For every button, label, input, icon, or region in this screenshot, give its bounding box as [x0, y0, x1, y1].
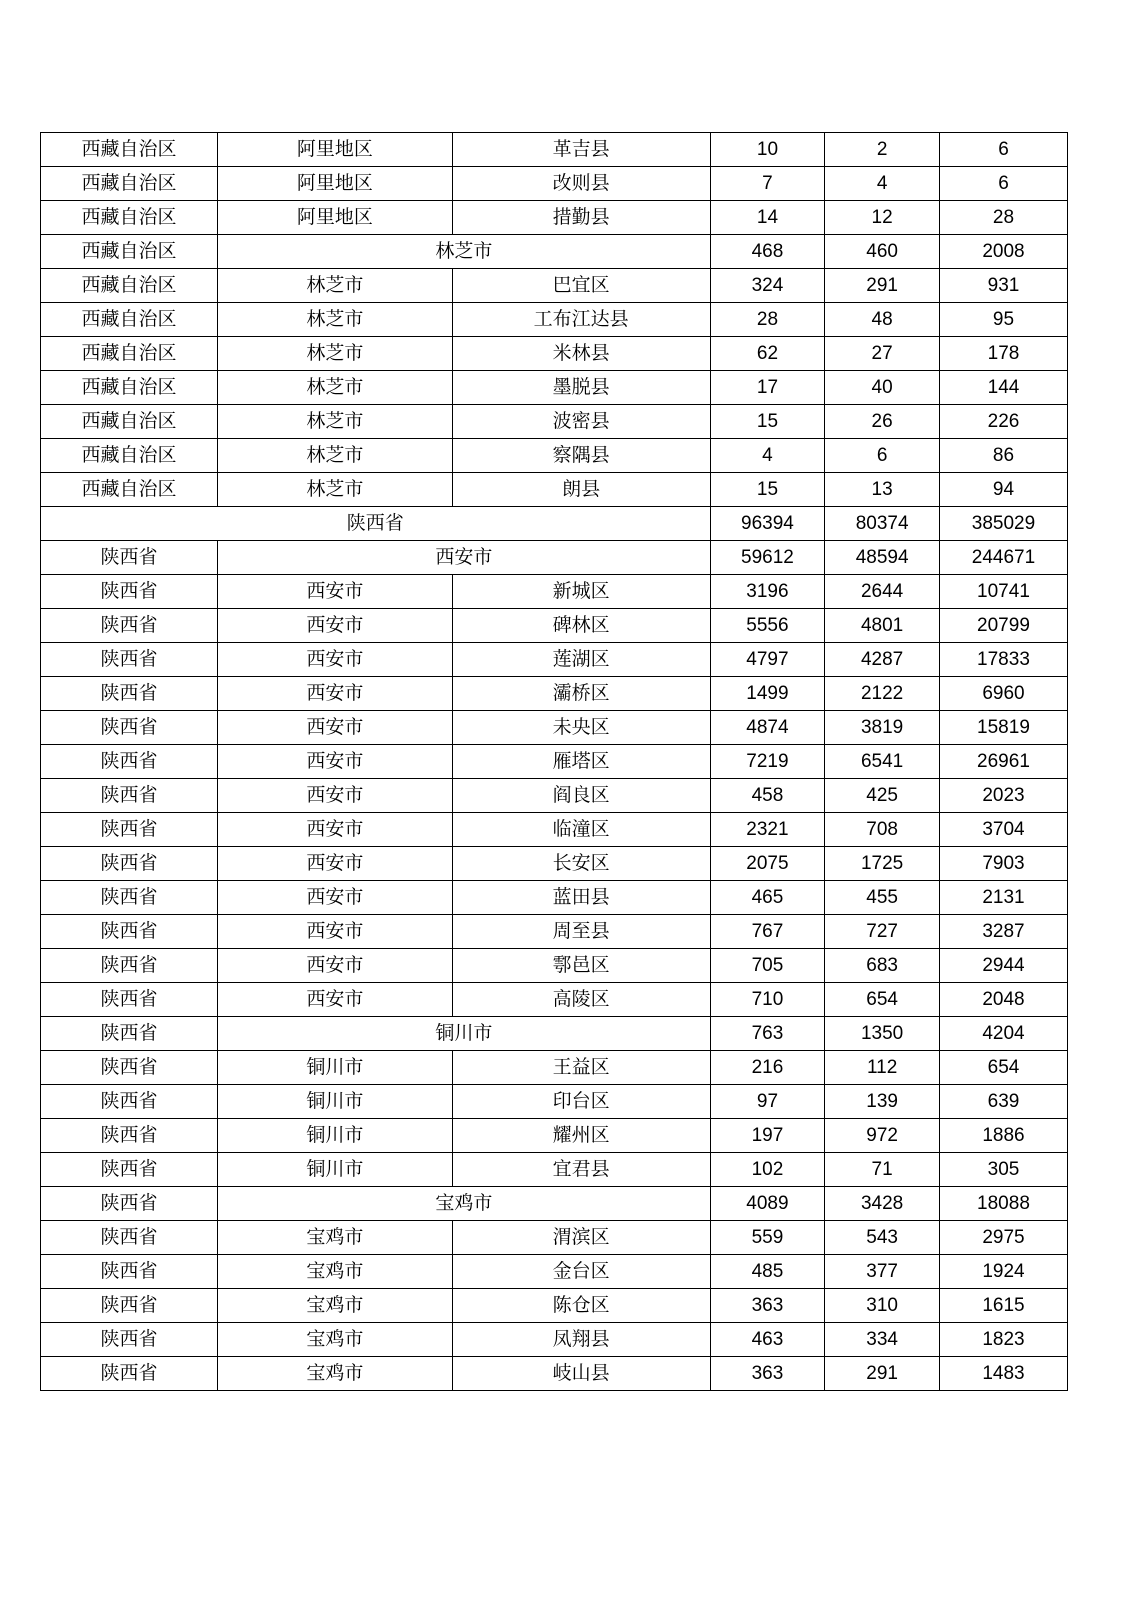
table-row: [41, 303, 1068, 337]
city-cell: 林芝市: [218, 439, 452, 473]
province-cell: 西藏自治区: [41, 167, 218, 201]
value-cell-1: 96394: [710, 507, 825, 541]
city-cell: 西安市: [218, 609, 452, 643]
city-cell: 阿里地区: [218, 133, 452, 167]
province-cell: 陕西省: [41, 983, 218, 1017]
county-cell: 碑林区: [452, 609, 710, 643]
value-cell-2: 12: [825, 201, 940, 235]
value-cell-1: 14: [710, 201, 825, 235]
county-cell: 临潼区: [452, 813, 710, 847]
province-cell: 陕西省: [41, 1221, 218, 1255]
city-cell: 林芝市: [218, 371, 452, 405]
value-cell-2: 708: [825, 813, 940, 847]
value-cell-3: 3287: [939, 915, 1067, 949]
value-cell-3: 4204: [939, 1017, 1067, 1051]
value-cell-3: 2008: [939, 235, 1067, 269]
value-cell-1: 7: [710, 167, 825, 201]
county-cell: 岐山县: [452, 1357, 710, 1391]
table-row: [41, 847, 1068, 881]
county-cell: 高陵区: [452, 983, 710, 1017]
value-cell-1: 324: [710, 269, 825, 303]
value-cell-3: 931: [939, 269, 1067, 303]
table-row: [41, 201, 1068, 235]
province-cell: 陕西省: [41, 1323, 218, 1357]
county-cell: 耀州区: [452, 1119, 710, 1153]
city-cell: 宝鸡市: [218, 1255, 452, 1289]
city-cell: 西安市: [218, 779, 452, 813]
county-cell: 波密县: [452, 405, 710, 439]
value-cell-2: 2644: [825, 575, 940, 609]
city-cell: 西安市: [218, 541, 710, 575]
value-cell-3: 94: [939, 473, 1067, 507]
value-cell-2: 455: [825, 881, 940, 915]
county-cell: 长安区: [452, 847, 710, 881]
province-cell: 陕西省: [41, 1051, 218, 1085]
city-cell: 宝鸡市: [218, 1289, 452, 1323]
data-table: [40, 132, 1068, 1391]
province-cell: 陕西省: [41, 1119, 218, 1153]
table-row: [41, 269, 1068, 303]
city-cell: 西安市: [218, 745, 452, 779]
province-cell: 陕西省: [41, 1153, 218, 1187]
value-cell-2: 2: [825, 133, 940, 167]
value-cell-2: 654: [825, 983, 940, 1017]
value-cell-3: 17833: [939, 643, 1067, 677]
value-cell-3: 26961: [939, 745, 1067, 779]
value-cell-3: 10741: [939, 575, 1067, 609]
table-row: [41, 643, 1068, 677]
city-cell: 林芝市: [218, 303, 452, 337]
value-cell-3: 1924: [939, 1255, 1067, 1289]
value-cell-2: 1725: [825, 847, 940, 881]
value-cell-2: 727: [825, 915, 940, 949]
value-cell-3: 2023: [939, 779, 1067, 813]
county-cell: 阎良区: [452, 779, 710, 813]
province-cell: 陕西省: [41, 575, 218, 609]
value-cell-1: 7219: [710, 745, 825, 779]
province-cell: 陕西省: [41, 609, 218, 643]
province-cell: 西藏自治区: [41, 133, 218, 167]
county-cell: 周至县: [452, 915, 710, 949]
province-cell: 陕西省: [41, 1017, 218, 1051]
county-cell: 朗县: [452, 473, 710, 507]
value-cell-2: 13: [825, 473, 940, 507]
value-cell-2: 3428: [825, 1187, 940, 1221]
value-cell-2: 6: [825, 439, 940, 473]
value-cell-1: 1499: [710, 677, 825, 711]
value-cell-3: 305: [939, 1153, 1067, 1187]
value-cell-2: 291: [825, 1357, 940, 1391]
county-cell: 渭滨区: [452, 1221, 710, 1255]
table-row: [41, 711, 1068, 745]
province-cell: 陕西省: [41, 847, 218, 881]
value-cell-3: 1483: [939, 1357, 1067, 1391]
city-cell: 西安市: [218, 575, 452, 609]
value-cell-2: 48594: [825, 541, 940, 575]
value-cell-3: 20799: [939, 609, 1067, 643]
value-cell-1: 62: [710, 337, 825, 371]
value-cell-3: 639: [939, 1085, 1067, 1119]
city-cell: 铜川市: [218, 1119, 452, 1153]
value-cell-2: 26: [825, 405, 940, 439]
value-cell-3: 2975: [939, 1221, 1067, 1255]
value-cell-3: 1615: [939, 1289, 1067, 1323]
table-row: [41, 337, 1068, 371]
province-cell: 陕西省: [41, 813, 218, 847]
value-cell-1: 458: [710, 779, 825, 813]
value-cell-1: 2075: [710, 847, 825, 881]
county-cell: 新城区: [452, 575, 710, 609]
value-cell-2: 460: [825, 235, 940, 269]
value-cell-3: 226: [939, 405, 1067, 439]
city-cell: 铜川市: [218, 1017, 710, 1051]
value-cell-1: 17: [710, 371, 825, 405]
value-cell-2: 683: [825, 949, 940, 983]
value-cell-3: 144: [939, 371, 1067, 405]
county-cell: 莲湖区: [452, 643, 710, 677]
value-cell-2: 972: [825, 1119, 940, 1153]
county-cell: 工布江达县: [452, 303, 710, 337]
table-row: [41, 1221, 1068, 1255]
province-cell: 西藏自治区: [41, 269, 218, 303]
table-row: [41, 1119, 1068, 1153]
county-cell: 雁塔区: [452, 745, 710, 779]
value-cell-2: 310: [825, 1289, 940, 1323]
value-cell-1: 97: [710, 1085, 825, 1119]
value-cell-3: 95: [939, 303, 1067, 337]
value-cell-1: 197: [710, 1119, 825, 1153]
province-cell: 陕西省: [41, 1357, 218, 1391]
city-cell: 宝鸡市: [218, 1221, 452, 1255]
table-row: [41, 983, 1068, 1017]
value-cell-1: 15: [710, 473, 825, 507]
value-cell-2: 139: [825, 1085, 940, 1119]
province-cell: 陕西省: [41, 1289, 218, 1323]
value-cell-2: 4801: [825, 609, 940, 643]
province-cell: 陕西省: [41, 711, 218, 745]
value-cell-1: 28: [710, 303, 825, 337]
value-cell-2: 4287: [825, 643, 940, 677]
city-cell: 西安市: [218, 847, 452, 881]
value-cell-1: 468: [710, 235, 825, 269]
table-row: [41, 1323, 1068, 1357]
province-cell: 陕西省: [41, 915, 218, 949]
city-cell: 西安市: [218, 711, 452, 745]
value-cell-3: 2131: [939, 881, 1067, 915]
value-cell-3: 86: [939, 439, 1067, 473]
table-row: [41, 1357, 1068, 1391]
city-cell: 宝鸡市: [218, 1323, 452, 1357]
table-row: [41, 779, 1068, 813]
value-cell-2: 3819: [825, 711, 940, 745]
value-cell-3: 244671: [939, 541, 1067, 575]
value-cell-2: 425: [825, 779, 940, 813]
table-row: [41, 1255, 1068, 1289]
value-cell-1: 465: [710, 881, 825, 915]
value-cell-1: 485: [710, 1255, 825, 1289]
table-row: [41, 609, 1068, 643]
table-row: [41, 473, 1068, 507]
county-cell: 墨脱县: [452, 371, 710, 405]
county-cell: 陈仓区: [452, 1289, 710, 1323]
value-cell-3: 3704: [939, 813, 1067, 847]
value-cell-1: 216: [710, 1051, 825, 1085]
value-cell-3: 6: [939, 133, 1067, 167]
county-cell: 蓝田县: [452, 881, 710, 915]
table-body: [41, 133, 1068, 1391]
value-cell-2: 334: [825, 1323, 940, 1357]
city-cell: 林芝市: [218, 235, 710, 269]
value-cell-1: 363: [710, 1357, 825, 1391]
city-cell: 铜川市: [218, 1085, 452, 1119]
value-cell-3: 6: [939, 167, 1067, 201]
value-cell-2: 291: [825, 269, 940, 303]
county-cell: 未央区: [452, 711, 710, 745]
city-cell: 林芝市: [218, 405, 452, 439]
value-cell-3: 15819: [939, 711, 1067, 745]
province-cell: 陕西省: [41, 507, 711, 541]
table-row: [41, 915, 1068, 949]
table-row: [41, 507, 1068, 541]
city-cell: 宝鸡市: [218, 1357, 452, 1391]
value-cell-1: 102: [710, 1153, 825, 1187]
table-row: [41, 949, 1068, 983]
city-cell: 林芝市: [218, 269, 452, 303]
province-cell: 西藏自治区: [41, 235, 218, 269]
value-cell-2: 112: [825, 1051, 940, 1085]
value-cell-1: 4797: [710, 643, 825, 677]
province-cell: 西藏自治区: [41, 405, 218, 439]
table-row: [41, 1085, 1068, 1119]
value-cell-1: 10: [710, 133, 825, 167]
province-cell: 陕西省: [41, 949, 218, 983]
city-cell: 西安市: [218, 643, 452, 677]
county-cell: 察隅县: [452, 439, 710, 473]
value-cell-1: 4: [710, 439, 825, 473]
table-row: [41, 1153, 1068, 1187]
value-cell-3: 1823: [939, 1323, 1067, 1357]
value-cell-2: 4: [825, 167, 940, 201]
value-cell-2: 48: [825, 303, 940, 337]
value-cell-2: 2122: [825, 677, 940, 711]
table-row: [41, 575, 1068, 609]
value-cell-1: 767: [710, 915, 825, 949]
table-row: [41, 881, 1068, 915]
value-cell-2: 377: [825, 1255, 940, 1289]
value-cell-3: 2944: [939, 949, 1067, 983]
province-cell: 陕西省: [41, 541, 218, 575]
city-cell: 西安市: [218, 881, 452, 915]
city-cell: 铜川市: [218, 1153, 452, 1187]
value-cell-1: 710: [710, 983, 825, 1017]
county-cell: 印台区: [452, 1085, 710, 1119]
province-cell: 陕西省: [41, 677, 218, 711]
table-row: [41, 405, 1068, 439]
value-cell-3: 654: [939, 1051, 1067, 1085]
value-cell-3: 385029: [939, 507, 1067, 541]
city-cell: 阿里地区: [218, 201, 452, 235]
province-cell: 陕西省: [41, 1255, 218, 1289]
table-row: [41, 371, 1068, 405]
province-cell: 陕西省: [41, 643, 218, 677]
table-row: [41, 235, 1068, 269]
value-cell-3: 28: [939, 201, 1067, 235]
county-cell: 改则县: [452, 167, 710, 201]
city-cell: 铜川市: [218, 1051, 452, 1085]
city-cell: 西安市: [218, 949, 452, 983]
county-cell: 宜君县: [452, 1153, 710, 1187]
value-cell-2: 71: [825, 1153, 940, 1187]
value-cell-3: 6960: [939, 677, 1067, 711]
province-cell: 陕西省: [41, 1085, 218, 1119]
value-cell-3: 1886: [939, 1119, 1067, 1153]
value-cell-1: 705: [710, 949, 825, 983]
value-cell-3: 7903: [939, 847, 1067, 881]
province-cell: 西藏自治区: [41, 473, 218, 507]
city-cell: 阿里地区: [218, 167, 452, 201]
table-row: [41, 813, 1068, 847]
county-cell: 巴宜区: [452, 269, 710, 303]
province-cell: 陕西省: [41, 745, 218, 779]
county-cell: 凤翔县: [452, 1323, 710, 1357]
table-row: [41, 745, 1068, 779]
table-row: [41, 1017, 1068, 1051]
city-cell: 西安市: [218, 915, 452, 949]
value-cell-1: 4089: [710, 1187, 825, 1221]
value-cell-1: 559: [710, 1221, 825, 1255]
province-cell: 西藏自治区: [41, 371, 218, 405]
city-cell: 宝鸡市: [218, 1187, 710, 1221]
city-cell: 西安市: [218, 983, 452, 1017]
value-cell-2: 40: [825, 371, 940, 405]
province-cell: 陕西省: [41, 779, 218, 813]
table-row: [41, 133, 1068, 167]
table-row: [41, 1051, 1068, 1085]
value-cell-1: 3196: [710, 575, 825, 609]
province-cell: 西藏自治区: [41, 439, 218, 473]
value-cell-1: 59612: [710, 541, 825, 575]
table-row: [41, 677, 1068, 711]
county-cell: 措勤县: [452, 201, 710, 235]
province-cell: 陕西省: [41, 1187, 218, 1221]
value-cell-2: 1350: [825, 1017, 940, 1051]
value-cell-2: 27: [825, 337, 940, 371]
value-cell-1: 15: [710, 405, 825, 439]
table-row: [41, 439, 1068, 473]
province-cell: 西藏自治区: [41, 201, 218, 235]
value-cell-3: 2048: [939, 983, 1067, 1017]
county-cell: 米林县: [452, 337, 710, 371]
city-cell: 林芝市: [218, 473, 452, 507]
county-cell: 王益区: [452, 1051, 710, 1085]
value-cell-1: 2321: [710, 813, 825, 847]
city-cell: 林芝市: [218, 337, 452, 371]
city-cell: 西安市: [218, 677, 452, 711]
city-cell: 西安市: [218, 813, 452, 847]
province-cell: 西藏自治区: [41, 337, 218, 371]
value-cell-3: 18088: [939, 1187, 1067, 1221]
county-cell: 灞桥区: [452, 677, 710, 711]
table-row: [41, 167, 1068, 201]
county-cell: 金台区: [452, 1255, 710, 1289]
value-cell-2: 80374: [825, 507, 940, 541]
province-cell: 陕西省: [41, 881, 218, 915]
value-cell-1: 4874: [710, 711, 825, 745]
county-cell: 鄠邑区: [452, 949, 710, 983]
value-cell-2: 543: [825, 1221, 940, 1255]
county-cell: 革吉县: [452, 133, 710, 167]
value-cell-3: 178: [939, 337, 1067, 371]
table-row: [41, 541, 1068, 575]
value-cell-1: 763: [710, 1017, 825, 1051]
value-cell-1: 363: [710, 1289, 825, 1323]
value-cell-1: 5556: [710, 609, 825, 643]
value-cell-2: 6541: [825, 745, 940, 779]
table-row: [41, 1289, 1068, 1323]
table-row: [41, 1187, 1068, 1221]
province-cell: 西藏自治区: [41, 303, 218, 337]
value-cell-1: 463: [710, 1323, 825, 1357]
